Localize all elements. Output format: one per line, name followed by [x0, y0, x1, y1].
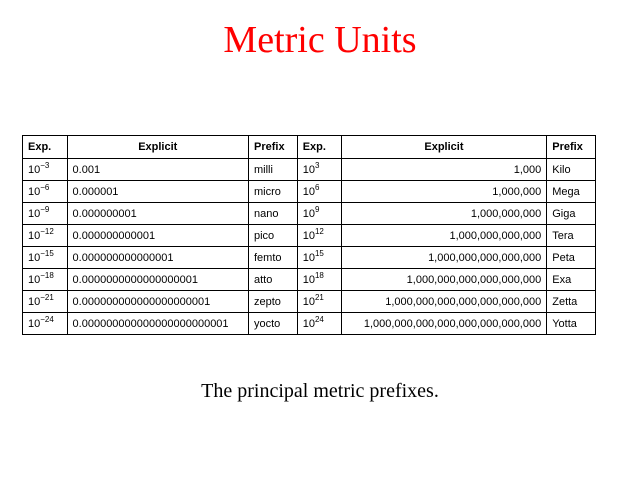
- exponent-power: 18: [314, 270, 324, 280]
- exponent-cell-left: [23, 159, 68, 181]
- exponent-cell-left: [23, 291, 68, 313]
- table-row: [23, 225, 596, 247]
- exponent-base: 10: [28, 185, 41, 198]
- header-exp-left: Exp.: [23, 136, 68, 159]
- exponent-cell-left: [23, 269, 68, 291]
- exponent-base: 10: [28, 163, 41, 176]
- exponent-cell-right: [297, 269, 341, 291]
- explicit-cell-right: 1,000,000: [341, 181, 547, 203]
- exponent-cell-right: [297, 313, 341, 335]
- exponent-power: 9: [314, 204, 320, 214]
- caption: The principal metric prefixes.: [201, 380, 439, 402]
- exponent-power: 3: [314, 160, 320, 170]
- exponent-power: −3: [40, 160, 50, 170]
- explicit-cell-left: 0.000000000000001: [67, 247, 248, 269]
- page-title: Metric Units: [223, 19, 417, 61]
- prefix-cell-left: atto: [248, 269, 297, 291]
- exponent-power: −15: [40, 248, 54, 258]
- prefix-cell-right: Yotta: [547, 313, 596, 335]
- explicit-cell-left: 0.000000000000000000001: [67, 291, 248, 313]
- prefix-cell-right: Mega: [547, 181, 596, 203]
- exponent-base: 10: [302, 163, 315, 176]
- exponent-cell-left: [23, 225, 68, 247]
- prefix-cell-left: yocto: [248, 313, 297, 335]
- explicit-cell-left: 0.000000000000000000000001: [67, 313, 248, 335]
- prefix-cell-left: micro: [248, 181, 297, 203]
- prefix-cell-left: milli: [248, 159, 297, 181]
- prefix-cell-left: nano: [248, 203, 297, 225]
- exponent-base: 10: [302, 317, 315, 330]
- exponent-power: −9: [40, 204, 50, 214]
- explicit-cell-right: 1,000,000,000: [341, 203, 547, 225]
- table-row: [23, 313, 596, 335]
- exponent-base: 10: [302, 229, 315, 242]
- exponent-base: 10: [302, 185, 315, 198]
- exponent-cell-left: [23, 181, 68, 203]
- explicit-cell-left: 0.000000000001: [67, 225, 248, 247]
- header-explicit-right: Explicit: [341, 136, 547, 159]
- table-row: [23, 159, 596, 181]
- exponent-cell-left: [23, 203, 68, 225]
- explicit-cell-left: 0.000001: [67, 181, 248, 203]
- metric-prefix-table: [22, 135, 596, 335]
- exponent-power: 12: [314, 226, 324, 236]
- table-header-row: [23, 136, 596, 159]
- header-prefix-left: Prefix: [248, 136, 297, 159]
- exponent-power: 21: [314, 292, 324, 302]
- explicit-cell-right: 1,000,000,000,000,000: [341, 247, 547, 269]
- exponent-power: −12: [40, 226, 54, 236]
- prefix-cell-right: Giga: [547, 203, 596, 225]
- table-row: [23, 247, 596, 269]
- exponent-base: 10: [28, 317, 41, 330]
- explicit-cell-left: 0.000000001: [67, 203, 248, 225]
- header-explicit-left: Explicit: [67, 136, 248, 159]
- exponent-base: 10: [302, 273, 315, 286]
- table-row: [23, 291, 596, 313]
- exponent-cell-right: [297, 181, 341, 203]
- exponent-power: 6: [314, 182, 320, 192]
- exponent-power: 15: [314, 248, 324, 258]
- exponent-base: 10: [28, 251, 41, 264]
- exponent-cell-right: [297, 159, 341, 181]
- explicit-cell-right: 1,000,000,000,000,000,000,000,000: [341, 313, 547, 335]
- prefix-cell-right: Zetta: [547, 291, 596, 313]
- prefix-cell-right: Exa: [547, 269, 596, 291]
- exponent-power: −21: [40, 292, 54, 302]
- exponent-power: −24: [40, 314, 54, 324]
- exponent-power: −18: [40, 270, 54, 280]
- exponent-cell-left: [23, 247, 68, 269]
- exponent-power: −6: [40, 182, 50, 192]
- prefix-cell-left: pico: [248, 225, 297, 247]
- exponent-base: 10: [28, 295, 41, 308]
- exponent-cell-right: [297, 291, 341, 313]
- exponent-base: 10: [28, 273, 41, 286]
- prefix-cell-right: Kilo: [547, 159, 596, 181]
- exponent-cell-left: [23, 313, 68, 335]
- prefix-cell-right: Peta: [547, 247, 596, 269]
- exponent-power: 24: [314, 314, 324, 324]
- explicit-cell-left: 0.0000000000000000001: [67, 269, 248, 291]
- exponent-base: 10: [28, 207, 41, 220]
- explicit-cell-right: 1,000,000,000,000: [341, 225, 547, 247]
- header-exp-right: Exp.: [297, 136, 341, 159]
- explicit-cell-right: 1,000: [341, 159, 547, 181]
- prefix-cell-right: Tera: [547, 225, 596, 247]
- exponent-base: 10: [28, 229, 41, 242]
- exponent-cell-right: [297, 247, 341, 269]
- exponent-cell-right: [297, 203, 341, 225]
- prefix-cell-left: femto: [248, 247, 297, 269]
- table-row: [23, 203, 596, 225]
- exponent-base: 10: [302, 295, 315, 308]
- header-prefix-right: Prefix: [547, 136, 596, 159]
- table-row: [23, 181, 596, 203]
- exponent-base: 10: [302, 207, 315, 220]
- explicit-cell-left: 0.001: [67, 159, 248, 181]
- exponent-base: 10: [302, 251, 315, 264]
- exponent-cell-right: [297, 225, 341, 247]
- table-row: [23, 269, 596, 291]
- explicit-cell-right: 1,000,000,000,000,000,000,000: [341, 291, 547, 313]
- explicit-cell-right: 1,000,000,000,000,000,000: [341, 269, 547, 291]
- prefix-cell-left: zepto: [248, 291, 297, 313]
